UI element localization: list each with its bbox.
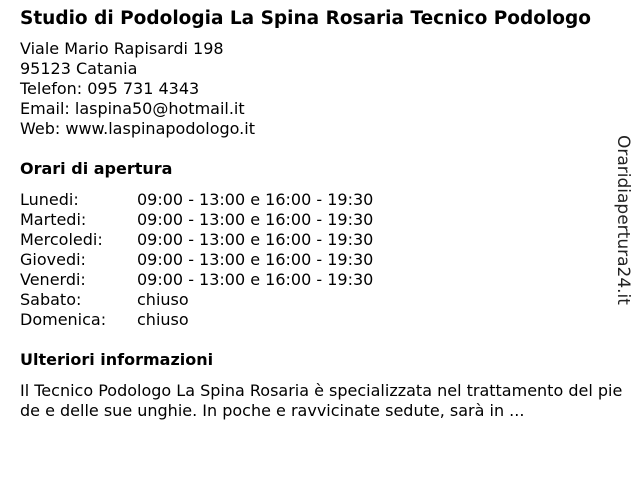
opening-hours-table [20,190,630,330]
day-label: Domenica: [20,310,107,329]
phone-line: Telefon: 095 731 4343 [20,79,200,98]
day-label: Lunedi: [20,190,79,209]
business-name: Studio di Podologia La Spina Rosaria Tecnico Podologo [20,8,591,29]
time-value: 09:00 - 13:00 e 16:00 - 19:30 [137,190,374,209]
day-label: Venerdi: [20,270,86,289]
contact-block [20,39,630,139]
hours-row-thursday [20,250,630,270]
hours-row-monday [20,190,630,210]
hours-row-saturday [20,290,630,310]
additional-info-text: Il Tecnico Podologo La Spina Rosaria è specializzata nel trattamento del piede e delle sue unghie. In poche e ravvicinate sedute, sarà in ... [20,381,623,420]
time-value: chiuso [137,310,189,329]
website-line: Web: www.laspinapodologo.it [20,119,255,138]
hours-row-sunday [20,310,630,330]
opening-hours-heading: Orari di apertura [20,159,173,178]
address-city: 95123 Catania [20,59,138,78]
hours-row-wednesday [20,230,630,250]
email-line: Email: laspina50@hotmail.it [20,99,245,118]
day-label: Mercoledi: [20,230,103,249]
day-label: Sabato: [20,290,82,309]
time-value: 09:00 - 13:00 e 16:00 - 19:30 [137,210,374,229]
time-value: 09:00 - 13:00 e 16:00 - 19:30 [137,270,374,289]
business-card [20,8,630,421]
additional-info-heading: Ulteriori informazioni [20,350,214,369]
time-value: 09:00 - 13:00 e 16:00 - 19:30 [137,230,374,249]
day-label: Martedi: [20,210,87,229]
address-street: Viale Mario Rapisardi 198 [20,39,224,58]
brand-watermark [612,135,636,315]
hours-row-tuesday [20,210,630,230]
time-value: 09:00 - 13:00 e 16:00 - 19:30 [137,250,374,269]
brand-watermark-text: Oraridiapertura24.it [613,135,633,305]
time-value: chiuso [137,290,189,309]
hours-row-friday [20,270,630,290]
day-label: Giovedi: [20,250,86,269]
